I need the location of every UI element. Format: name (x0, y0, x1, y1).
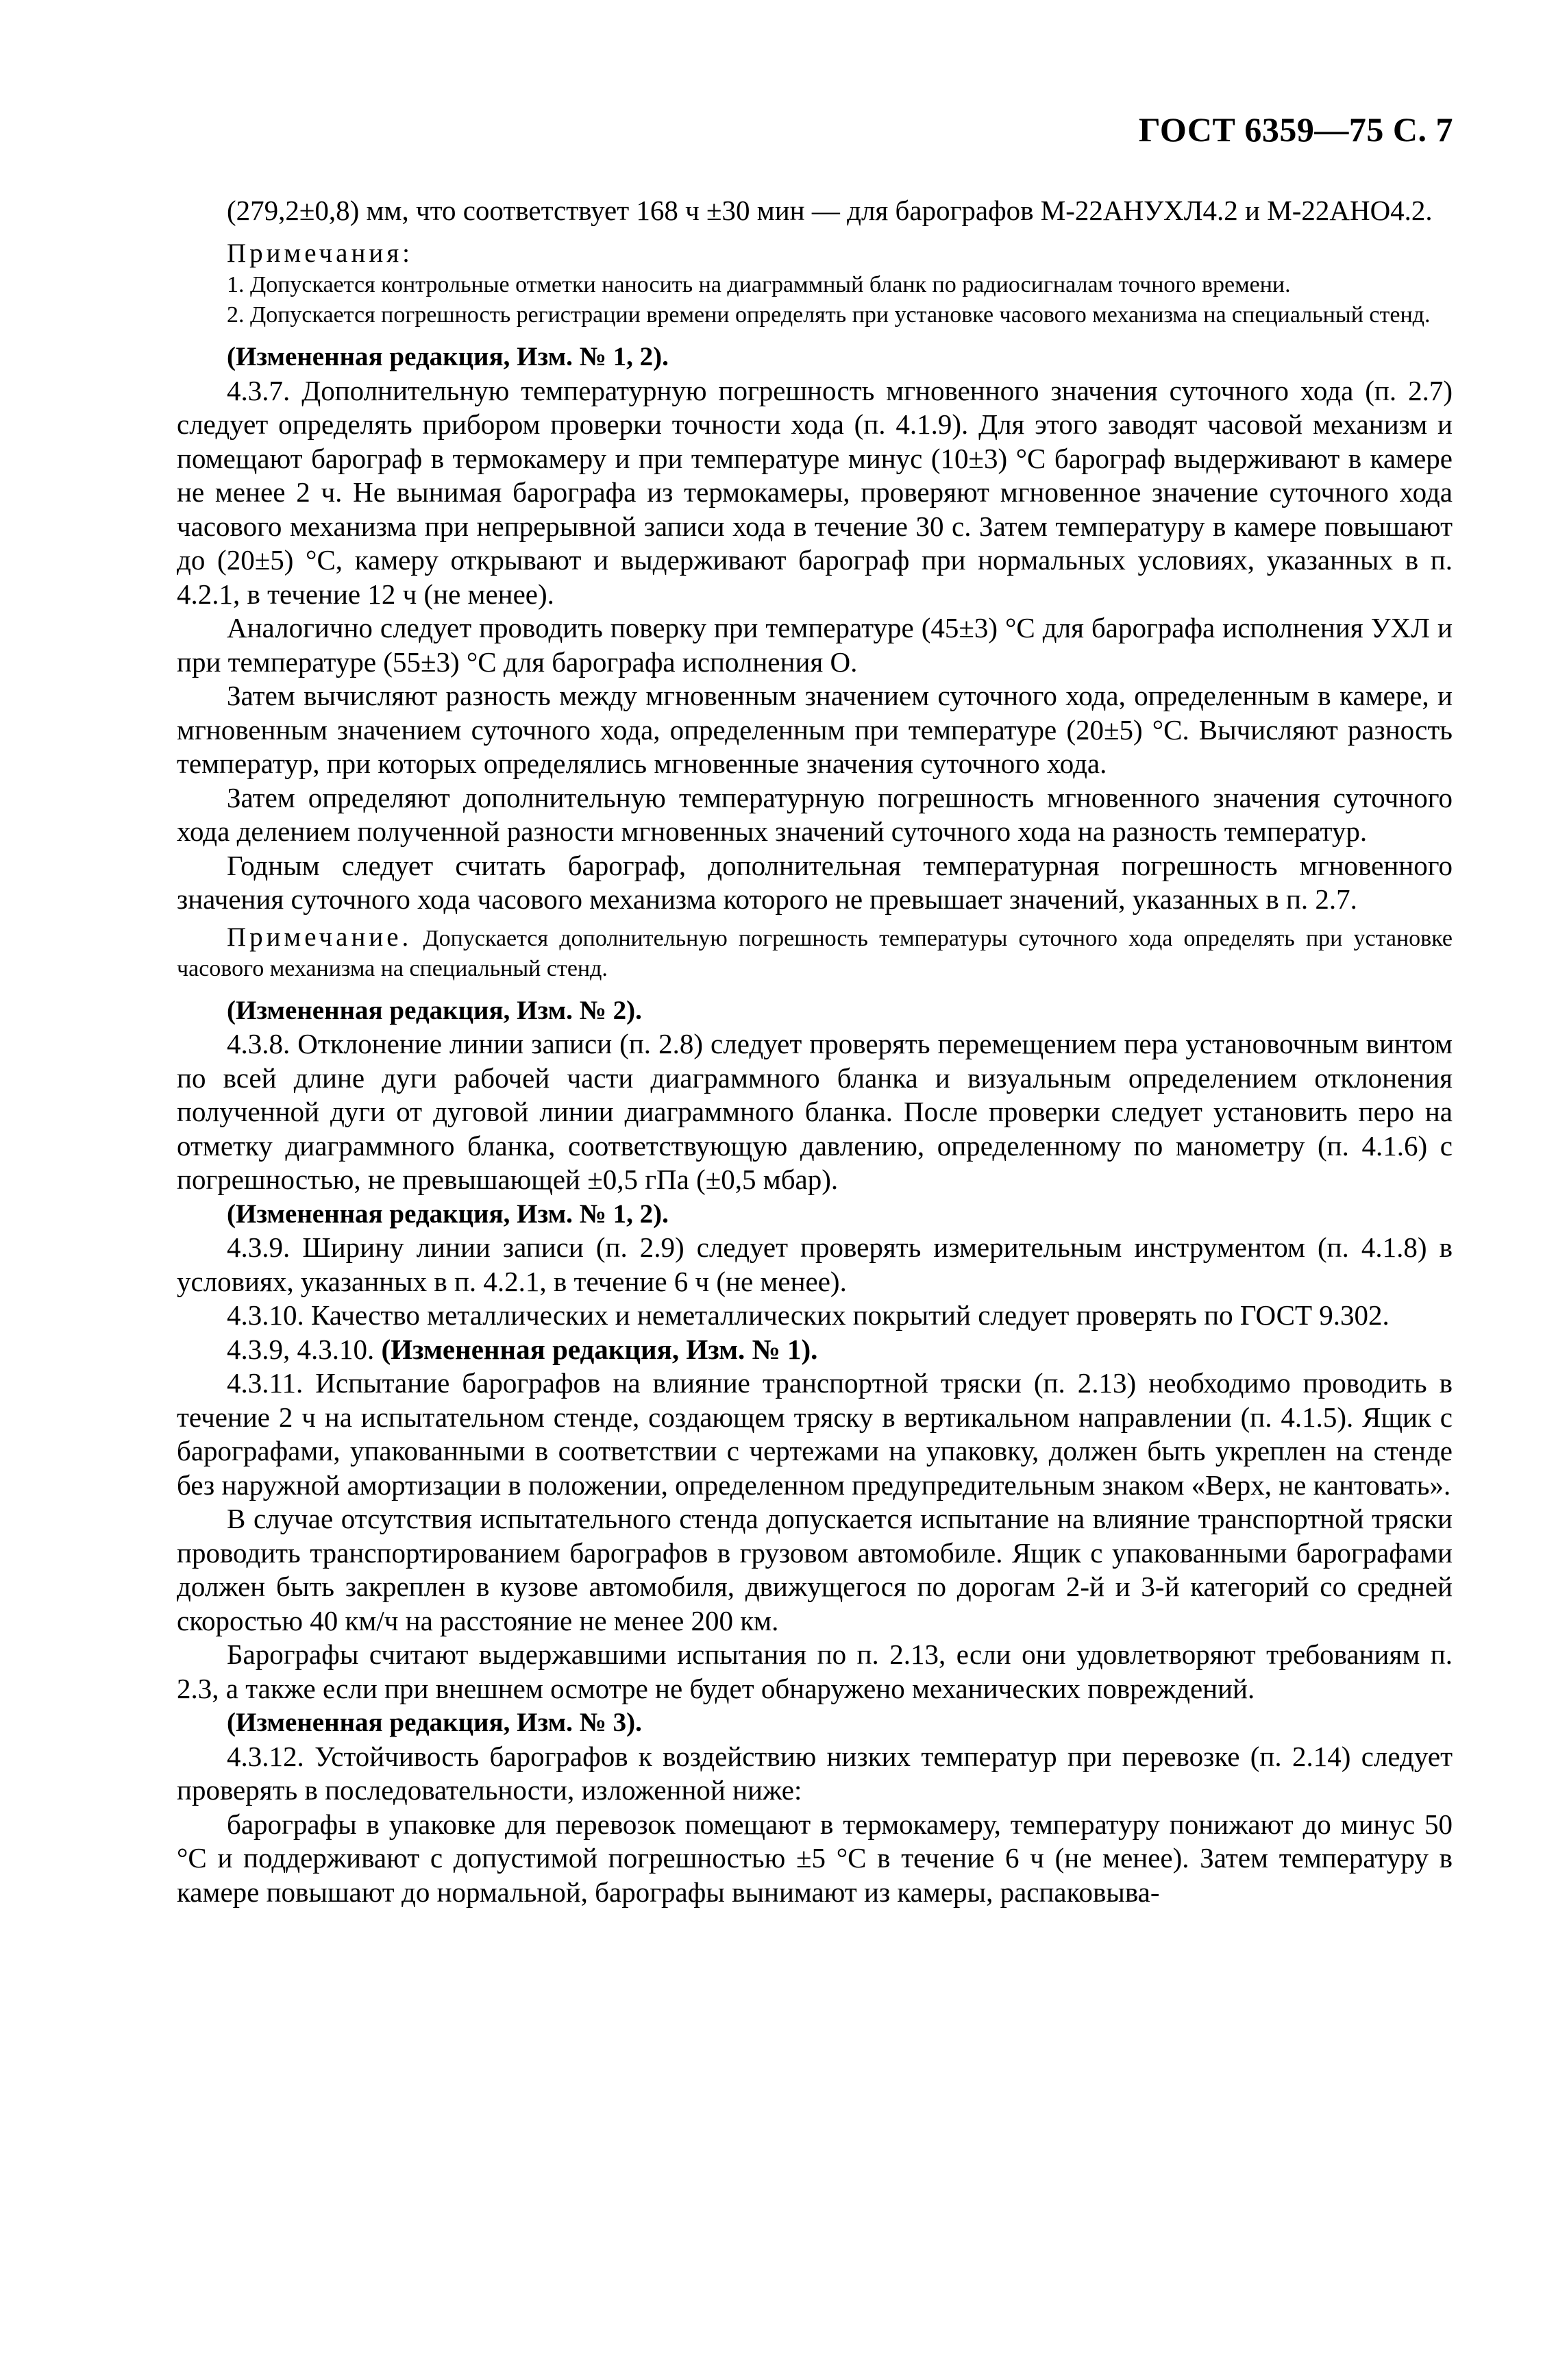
notes-heading: Примечания: (227, 238, 413, 268)
clause-4-3-7-c: Затем вычисляют разность между мгновенным значением суточного хода, определенным в камере, и мгновенным значением суточного хода, определенным при температуре (20±5) °С. Вычисляют разность температур, при которых определялись мгновенные значения суточного хода. (177, 680, 1453, 779)
clause-4-3-7-d: Затем определяют дополнительную температурную погрешность мгновенного значения суточного хода делением полученной разности мгновенных значений суточного хода на разность температур. (177, 781, 1453, 847)
note-item-1: 1. Допускается контрольные отметки наносить на диаграммный бланк по радиосигналам точного времени. (227, 272, 1291, 297)
clause-4-3-7-e: Годным следует считать барограф, дополнительная температурная погрешность мгновенного значения суточного хода часового механизма которого не превышает значений, указанных в п. 2.7. (177, 849, 1453, 915)
clause-4-3-11-c: Барографы считают выдержавшими испытания по п. 2.13, если они удовлетворяют требованиям п. 2.3, а также если при внешнем осмотре не будет обнаружено механических повреждений. (177, 1639, 1453, 1704)
clause-4-3-7-b: Аналогично следует проводить поверку при температуре (45±3) °С для барографа исполнения УХЛ и при температуре (55±3) °С для барографа исполнения О. (177, 612, 1453, 678)
amendment-note-4 (177, 1333, 1453, 1367)
amendment-note-5: (Измененная редакция, Изм. № 3). (227, 1708, 642, 1737)
amendment-note-4-text: (Измененная редакция, Изм. № 1). (381, 1333, 818, 1365)
note-item-2: 2. Допускается погрешность регистрации времени определять при установке часового механизма на специальный стенд. (227, 302, 1431, 328)
clause-4-3-9: 4.3.9. Ширину линии записи (п. 2.9) следует проверять измерительным инструментом (п. 4.1.8) в условиях, указанных в п. 4.2.1, в течение 6 ч (не менее). (177, 1231, 1453, 1297)
clause-4-3-11-b: В случае отсутствия испытательного стенда допускается испытание на влияние транспортной тряски проводить транспортированием барографов в грузовом автомобиле. Ящик с упакованными барографами должен быть закреплен в кузове автомобиля, движущегося по дорогам 2-й и 3-й категорий со средней скоростью 40 км/ч на расстояние не менее 200 км. (177, 1503, 1453, 1636)
note-2 (177, 922, 1453, 984)
clause-4-3-10: 4.3.10. Качество металлических и неметаллических покрытий следует проверять по ГОСТ 9.302. (227, 1299, 1390, 1331)
clause-4-3-8: 4.3.8. Отклонение линии записи (п. 2.8) следует проверять перемещением пера установочным винтом по всей длине дуги рабочей части диаграммного бланка и визуальным определением отклонения полученной дуги от дуговой линии диаграммного бланка. После проверки следует установить перо на отметку диаграммного бланка, соответствующую давлению, определенному по манометру (п. 4.1.6) с погрешностью, не превышающей ±0,5 гПа (±0,5 мбар). (177, 1028, 1453, 1195)
amendment-note-1: (Измененная редакция, Изм. № 1, 2). (227, 342, 669, 371)
clause-4-3-7: 4.3.7. Дополнительную температурную погрешность мгновенного значения суточного хода (п. 2.7) следует определять прибором проверки точности хода (п. 4.1.9). Для этого заводят часовой механизм и помещают барограф в термокамеру и при температуре минус (10±3) °С барограф выдерживают в камере не менее 2 ч. Не вынимая барографа из термокамеры, проверяют мгновенное значение суточного хода часового механизма при непрерывной записи хода в течение 30 с. Затем температуру в камере повышают до (20±5) °С, камеру открывают и выдерживают барограф при нормальных условиях, указанных в п. 4.2.1, в течение 12 ч (не менее). (177, 374, 1453, 610)
page-header: ГОСТ 6359—75 С. 7 (1138, 110, 1453, 149)
amendment-note-3: (Измененная редакция, Изм. № 1, 2). (227, 1199, 669, 1229)
clause-4-3-12: 4.3.12. Устойчивость барографов к воздействию низких температур при перевозке (п. 2.14) следует проверять в последовательности, изложенной ниже: (177, 1740, 1453, 1806)
amendment-note-4-prefix: 4.3.9, 4.3.10. (227, 1333, 375, 1365)
note-2-heading: Примечание. (227, 922, 412, 952)
clause-4-3-11: 4.3.11. Испытание барографов на влияние транспортной тряски (п. 2.13) необходимо проводить в течение 2 ч на испытательном стенде, создающем тряску в вертикальном направлении (п. 4.1.5). Ящик с барографами, упакованными в соответствии с чертежами на упаковку, должен быть укреплен на стенде без наружной амортизации в положении, определенном предупредительным знаком «Верх, не кантовать». (177, 1367, 1453, 1501)
note-2-text: Допускается дополнительную погрешность температуры суточного хода определять при установке часового механизма на специальный стенд. (177, 925, 1453, 981)
document-body (177, 194, 1453, 1909)
paragraph-continuation: (279,2±0,8) мм, что соответствует 168 ч ±30 мин — для барографов М-22АНУХЛ4.2 и М-22АНО4.2. (227, 195, 1433, 226)
amendment-note-2: (Измененная редакция, Изм. № 2). (227, 995, 642, 1025)
clause-4-3-12-b: барографы в упаковке для перевозок помещают в термокамеру, температуру понижают до минус 50 °С и поддерживают с допустимой погрешностью ±5 °С в течение 6 ч (не менее). Затем температуру в камере повышают до нормальной, барографы вынимают из камеры, распаковыва- (177, 1808, 1453, 1908)
